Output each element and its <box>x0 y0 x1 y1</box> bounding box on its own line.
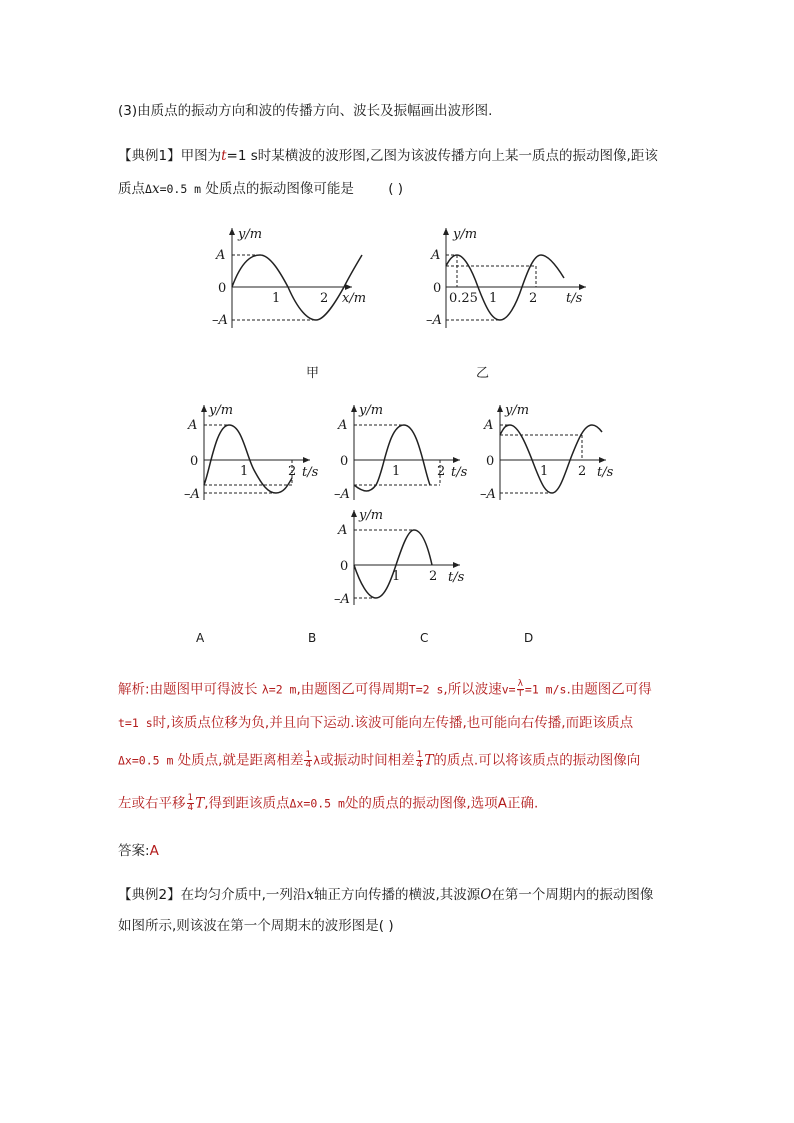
svg-text:x/m: x/m <box>342 291 367 306</box>
svg-text:1: 1 <box>392 464 401 479</box>
example2-tag: 【典例2】 <box>118 887 181 903</box>
svg-text:0: 0 <box>218 281 227 296</box>
svg-text:y/m: y/m <box>359 403 384 418</box>
svg-text:A: A <box>216 248 226 263</box>
fraction-quarter: $\frac{1}{4}$ <box>187 793 194 813</box>
svg-text:y/m: y/m <box>453 227 478 242</box>
svg-text:0: 0 <box>486 454 495 469</box>
fraction-quarter: $\frac{1}{4}$ <box>305 750 312 770</box>
svg-text:–A: –A <box>334 487 350 502</box>
fraction-lambda-over-T: $\frac{\lambda}{T}$ <box>517 679 523 699</box>
answer-line: 答案:A <box>118 843 159 859</box>
example1-tag: 【典例1】 <box>118 148 181 164</box>
svg-text:–A: –A <box>212 313 228 328</box>
graph-jia <box>212 220 382 339</box>
svg-text:2: 2 <box>437 464 446 479</box>
svg-text:–A: –A <box>426 313 442 328</box>
svg-text:2: 2 <box>288 464 297 479</box>
option-a-label: A <box>196 631 205 645</box>
svg-text:0.25: 0.25 <box>449 291 478 306</box>
svg-text:1: 1 <box>489 291 498 306</box>
svg-text:2: 2 <box>320 291 329 306</box>
option-c-label: C <box>420 631 429 645</box>
svg-text:2: 2 <box>429 569 438 584</box>
svg-text:–A: –A <box>480 487 496 502</box>
graph-yi <box>428 220 598 339</box>
svg-text:0: 0 <box>190 454 199 469</box>
svg-text:y/m: y/m <box>209 403 234 418</box>
caption-yi: 乙 <box>476 366 490 381</box>
svg-text:A: A <box>338 418 348 433</box>
svg-text:1: 1 <box>272 291 281 306</box>
solution-line4: 左或右平移 $\frac{1}{4}$ T,得到距该质点Δx=0.5 m处的质点的振动图像,选项A正确. <box>118 793 539 813</box>
caption-jia: 甲 <box>306 366 320 381</box>
svg-text:y/m: y/m <box>359 508 384 523</box>
svg-text:y/m: y/m <box>238 227 263 242</box>
example1-line1: 【典例1】甲图为t=1 s时某横波的波形图,乙图为该波传播方向上某一质点的振动图像,距该 <box>118 148 658 164</box>
solution-line3: Δx=0.5 m 处质点,就是距离相差 $\frac{1}{4}$ λ或振动时间相差 $\frac{1}{4}$ T的质点.可以将该质点的振动图像向 <box>118 750 641 770</box>
option-a-graph <box>184 400 324 509</box>
svg-text:t/s: t/s <box>451 465 468 480</box>
svg-text:t/s: t/s <box>302 465 319 480</box>
svg-text:y/m: y/m <box>505 403 530 418</box>
step-3-text: (3)由质点的振动方向和波的传播方向、波长及振幅画出波形图. <box>118 103 493 119</box>
solution-line1: 解析:由题图甲可得波长 λ=2 m,由题图乙可得周期T=2 s,所以波速v= $\frac{\lambda}{T}$ =1 m/s.由题图乙可得 <box>118 679 652 699</box>
svg-text:1: 1 <box>392 569 401 584</box>
solution-line2: t=1 s时,该质点位移为负,并且向下运动.该波可能向左传播,也可能向右传播,而距该质点 <box>118 715 634 731</box>
svg-text:t/s: t/s <box>597 465 614 480</box>
svg-text:1: 1 <box>540 464 549 479</box>
svg-text:1: 1 <box>240 464 249 479</box>
fraction-quarter: $\frac{1}{4}$ <box>416 750 423 770</box>
svg-text:0: 0 <box>340 559 349 574</box>
svg-text:t/s: t/s <box>448 570 465 585</box>
svg-text:A: A <box>484 418 494 433</box>
example2-line2: 如图所示,则该波在第一个周期末的波形图是( ) <box>118 918 394 934</box>
svg-text:A: A <box>338 523 348 538</box>
option-b-label: B <box>308 631 317 645</box>
svg-text:A: A <box>431 248 441 263</box>
svg-text:0: 0 <box>433 281 442 296</box>
svg-text:A: A <box>188 418 198 433</box>
option-b-graph <box>334 400 474 509</box>
example1-line2: 质点Δx=0.5 m 处质点的振动图像可能是 ( ) <box>118 181 404 197</box>
svg-text:t/s: t/s <box>566 291 583 306</box>
option-d-graph <box>334 505 474 614</box>
svg-text:2: 2 <box>529 291 538 306</box>
svg-text:0: 0 <box>340 454 349 469</box>
example2-line1: 【典例2】在均匀介质中,一列沿x轴正方向传播的横波,其波源O在第一个周期内的振动图像 <box>118 887 654 903</box>
svg-text:2: 2 <box>578 464 587 479</box>
svg-text:–A: –A <box>184 487 200 502</box>
option-c-graph <box>480 400 620 509</box>
option-d-label: D <box>524 631 534 645</box>
svg-text:–A: –A <box>334 592 350 607</box>
